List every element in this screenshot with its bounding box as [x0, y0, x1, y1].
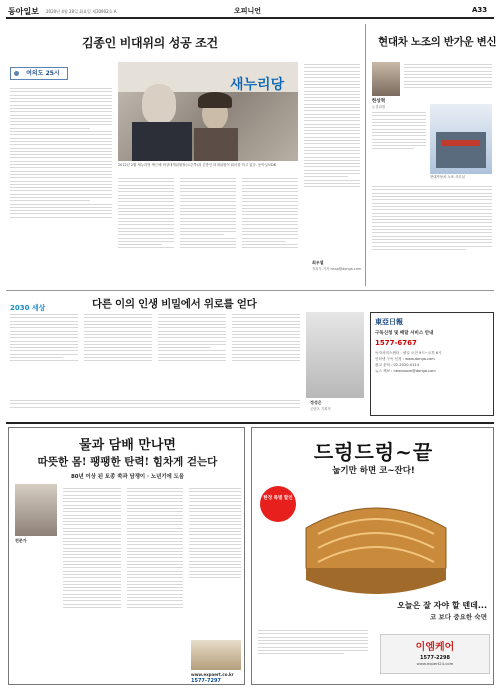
- author-info: [372, 98, 402, 109]
- section2030-headline: 다른 이의 인생 비밀에서 위로를 얻다: [92, 298, 257, 310]
- ad-right-brand: 이엠케어: [415, 642, 455, 653]
- byline-name: 최우열: [312, 260, 324, 265]
- ad-left-col-c: [189, 486, 241, 636]
- banner-red: [442, 140, 480, 146]
- ad-right-phone: 1577-2298: [420, 655, 450, 661]
- subscription-title: 구독신청 및 배달 서비스 안내: [375, 331, 434, 336]
- ad-left-subline: 80년 이상 된 토종 쑥과 담쟁이 · 노년기에 도움: [70, 474, 185, 480]
- s2030-byline: [310, 400, 364, 411]
- s2030-photo: [306, 312, 364, 398]
- header-rule: [6, 17, 494, 19]
- ad-left-headline1: 물과 담배 만나면: [79, 438, 176, 453]
- section-title: 오피니언: [234, 7, 262, 15]
- ad-left[interactable]: [8, 427, 245, 685]
- ad-right-brand-box: [380, 634, 490, 674]
- col1-body-b: [118, 176, 174, 290]
- column-divider: [365, 24, 366, 286]
- subscription-line: 광고 문의 : 02-2020-0114: [375, 363, 419, 367]
- subscription-lines: [375, 350, 489, 374]
- col1-body-c: [180, 176, 236, 290]
- col1-photo-caption: 2012년 2월 새누리당 박근혜 비상대책위원장(오른쪽)과 김종인 비대위원이 회의를 하고 있다. 동아일보DB: [118, 163, 276, 167]
- col2-photo: [430, 104, 492, 174]
- subscription-line: 인터넷 구독 신청 : www.donga.com: [375, 357, 435, 361]
- author-photo: [372, 62, 400, 96]
- masthead-logo: 동아일보: [8, 7, 39, 16]
- person-left-body: [132, 122, 192, 161]
- ad-right-site: www.expert24.com: [416, 661, 454, 666]
- byline-sub: 정치부 기자 dnsp@donga.com: [312, 267, 362, 271]
- building-icon: [436, 132, 486, 168]
- page-number: A33: [472, 6, 488, 14]
- party-sign: 새누리당: [230, 77, 285, 93]
- col1-body-d: [242, 176, 298, 290]
- ad-right-badge: 한정 특별 할인: [260, 486, 296, 522]
- col2-headline: 현대차 노조의 반가운 변신: [378, 36, 497, 48]
- section2030-label: 2030 세상: [10, 304, 46, 312]
- ad-left-phone: 1577-7297: [191, 678, 221, 684]
- col1-photo: [118, 62, 298, 161]
- subscription-line: 뉴스 제보 : newsroom@donga.com: [375, 369, 436, 373]
- author-name: 한상혁: [372, 99, 386, 104]
- s2030-body-b: [84, 312, 152, 392]
- col2-body-c: [372, 184, 492, 288]
- ad-right-body: [258, 628, 368, 676]
- issue-date: 2020년 4월 28일 화요일 제30902호 A: [46, 9, 117, 14]
- ad-left-headline2: 따뜻한 몸! 팽팽한 탄력! 힘차게 걷는다: [37, 456, 218, 468]
- section-rule: [6, 290, 494, 291]
- ad-left-product: [191, 640, 241, 670]
- s2030-byline-name: 정성은: [310, 400, 322, 405]
- ad-left-expert-label: 전문가: [15, 538, 27, 543]
- s2030-byline-sub: 콘텐츠 기획자: [310, 407, 331, 411]
- ad-right-pillow-icon: [296, 488, 456, 598]
- s2030-body-d: [232, 312, 300, 392]
- person-right-hair: [198, 92, 232, 108]
- s2030-body-a: [10, 312, 78, 392]
- col1-body-a: [10, 86, 112, 286]
- ad-right-tagline2: 코 보다 중요한 숙면: [429, 613, 487, 621]
- ad-right-subline: 눕기만 하면 코~잔다!: [332, 466, 415, 476]
- subscription-line: 독자서비스센터 : 평일 오전 9시~오후 6시: [375, 351, 442, 355]
- ad-left-site: www.expaert.co.kr: [191, 672, 234, 677]
- subscription-logo: 東亞日報: [375, 317, 403, 326]
- label-dot-icon: [14, 71, 19, 76]
- col1-headline: 김종인 비대위의 성공 조건: [82, 36, 218, 50]
- col2-body-a: [404, 62, 492, 102]
- col1-body-e: [304, 62, 360, 252]
- ad-right[interactable]: [251, 427, 494, 685]
- s2030-body-e: [10, 398, 300, 418]
- column-label: 여의도 25시: [26, 70, 60, 77]
- ad-left-portrait: [15, 484, 57, 536]
- ad-left-col-b: [127, 486, 183, 676]
- ad-right-headline: 드렁드렁~끝: [313, 440, 434, 464]
- ad-right-tagline1: 오늘은 잘 자야 할 텐데...: [397, 601, 487, 610]
- person-left-face: [142, 84, 176, 124]
- person-right-body: [194, 128, 238, 161]
- subscription-phone: 1577-6767: [375, 339, 417, 347]
- col2-photo-caption: 현대자동차 노조 사무실: [430, 175, 465, 179]
- col1-byline: [312, 260, 362, 271]
- ad-rule: [6, 422, 494, 424]
- col2-body-b: [372, 110, 426, 170]
- column-label-box: [10, 67, 68, 80]
- ad-left-col-a: [63, 486, 121, 676]
- s2030-body-c: [158, 312, 226, 392]
- author-title: 논설위원: [372, 105, 386, 109]
- section2030-label-box: [10, 295, 62, 312]
- subscription-box: [370, 312, 494, 416]
